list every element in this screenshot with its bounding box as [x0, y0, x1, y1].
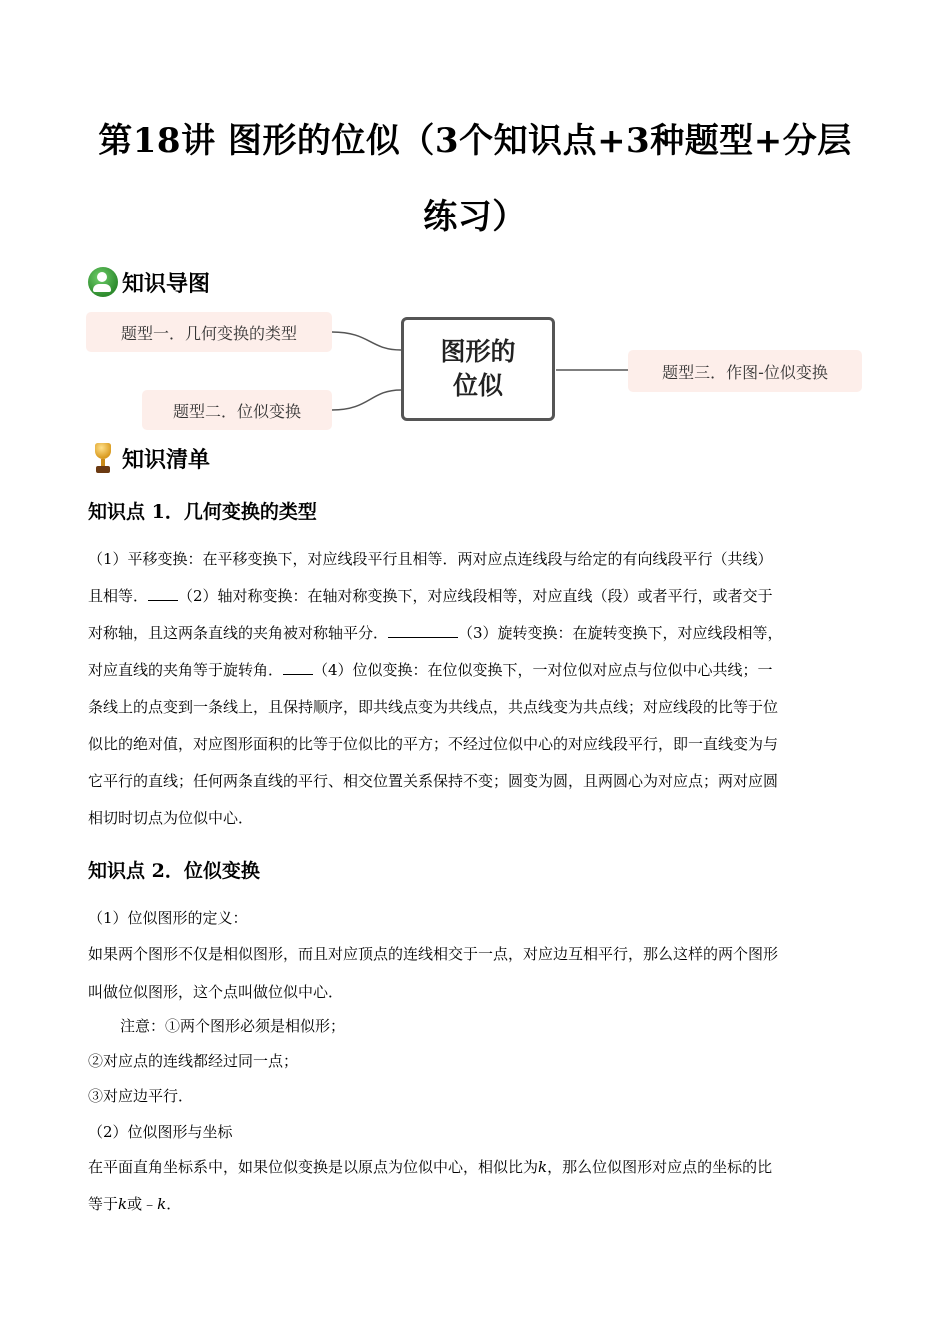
kp1-paragraph: [88, 541, 864, 837]
page-title-line2: 练习）: [423, 197, 527, 237]
kp2-note: 注意：①两个图形必须是相似形；: [120, 1017, 346, 1035]
topic-2: [142, 390, 332, 430]
connector-topic-1: [332, 332, 401, 350]
kp1-line-3: 对称轴，且这两条直线的夹角被对称轴平分． （3）旋转变换：在旋转变换下，对应线段相等，: [88, 624, 783, 642]
trophy-icon: [88, 441, 118, 475]
mindmap-heading: [88, 264, 210, 300]
kp1-line-1: （1）平移变换：在平移变换下，对应线段平行且相等．两对应点连线段与给定的有向线段平行（共线）: [88, 550, 773, 568]
kp1-line-5: 条线上的点变到一条线上，且保持顺序，即共线点变为共线点，共点线变为共点线；对应线段的比等于位: [88, 698, 779, 716]
kp2-line-7: （2）位似图形与坐标: [88, 1123, 233, 1141]
center-line-1: 图形的: [440, 337, 516, 367]
knowledge-heading: [88, 440, 210, 476]
kp1-line-6: 似比的绝对值，对应图形面积的比等于位似比的平方；不经过位似中心的对应线段平行，即一直线变为与: [88, 735, 779, 753]
kp1-line-2: 且相等． （2）轴对称变换：在轴对称变换下，对应线段相等，对应直线（段）或者平行，或者交于: [88, 587, 773, 605]
kp2-line-6: ③对应边平行．: [88, 1087, 194, 1105]
kp2-line-5: ②对应点的连线都经过同一点；: [88, 1052, 299, 1070]
kp1-heading: 知识点 1．几何变换的类型: [88, 501, 317, 523]
kp2-heading: 知识点 2．位似变换: [88, 860, 260, 882]
topic-2-label: 题型二．位似变换: [172, 401, 301, 421]
topic-1: [86, 312, 332, 352]
kp1-line-7: 它平行的直线；任何两条直线的平行、相交位置关系保持不变；圆变为圆，且两圆心为对应点；两对应圆: [88, 772, 779, 790]
connector-topic-2: [332, 390, 401, 410]
person-plus-icon: [88, 267, 118, 297]
kp2-line-1: （1）位似图形的定义：: [88, 909, 248, 927]
page-title-line1: 第18讲 图形的位似（3个知识点+3种题型+分层: [98, 121, 852, 161]
mind-map: [0, 300, 950, 440]
kp2-line-2: 如果两个图形不仅是相似图形，而且对应顶点的连线相交于一点，对应边互相平行，那么这样的两个图形: [88, 945, 779, 963]
kp1-line-8: 相切时切点为位似中心．: [88, 809, 254, 827]
kp1-line-4: 对应直线的夹角等于旋转角． （4）位似变换：在位似变换下，一对位似对应点与位似中心共线；一: [88, 661, 773, 679]
kp2-line-9: 等于k或﹣k．: [88, 1195, 182, 1213]
topic-3-label: 题型三．作图-位似变换: [662, 362, 828, 382]
mindmap-heading-text: 知识导图: [122, 271, 211, 297]
center-line-2: 位似: [452, 371, 503, 400]
kp2-line-3: 叫做位似图形，这个点叫做位似中心．: [88, 983, 344, 1001]
knowledge-heading-text: 知识清单: [122, 447, 211, 473]
kp2-line-8: 在平面直角坐标系中，如果位似变换是以原点为位似中心，相似比为k，那么位似图形对应点的坐标的比: [88, 1158, 773, 1176]
topic-1-label: 题型一．几何变换的类型: [120, 323, 297, 343]
topic-3: [628, 350, 862, 392]
mind-map-center: [401, 317, 555, 421]
